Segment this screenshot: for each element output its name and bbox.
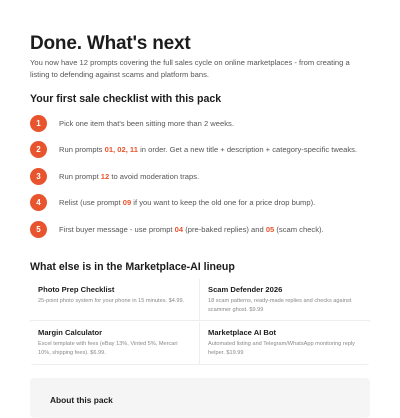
card-title: Margin Calculator xyxy=(38,328,103,337)
step-text xyxy=(59,198,315,207)
step-text-segment: (scam check). xyxy=(274,224,324,234)
intro-text: You now have 12 prompts covering the full sales cycle on online marketplaces - from creating a listing to defending against scams and platform bans. xyxy=(30,58,350,79)
checklist-heading: Your first sale checklist with this pack xyxy=(30,93,222,105)
step-text-segment: Pick one item that's been sitting more than 2 weeks. xyxy=(59,118,234,128)
card-title: Photo Prep Checklist xyxy=(38,285,115,294)
step-number-badge: 5 xyxy=(30,221,47,238)
prompt-reference: 09 xyxy=(122,198,132,208)
step-text-segment: First buyer message - use prompt xyxy=(59,224,175,234)
checklist-step xyxy=(30,190,370,217)
step-text-segment: (pre-baked replies) and xyxy=(183,224,266,234)
step-text-segment: if you want to keep the old one for a price drop bump). xyxy=(131,198,316,208)
step-number-badge: 4 xyxy=(30,194,47,211)
lineup-heading: What else is in the Marketplace-AI lineup xyxy=(30,261,235,273)
card-title: Marketplace AI Bot xyxy=(208,328,277,337)
step-text-segment: in order. Get a new title + description + category-specific tweaks. xyxy=(137,145,358,155)
page-title: Done. What's next xyxy=(30,33,191,54)
step-number-badge: 1 xyxy=(30,115,47,132)
step-text xyxy=(59,172,199,181)
step-text xyxy=(59,225,324,234)
prompt-reference: 04 xyxy=(174,224,184,234)
lineup-card-ai-bot[interactable] xyxy=(200,322,370,364)
step-text-segment: Relist (use prompt xyxy=(59,198,123,208)
prompt-reference: 01, 02, 11 xyxy=(104,145,138,155)
step-text-segment: Run prompt xyxy=(59,171,101,181)
checklist-step xyxy=(30,216,370,243)
lineup-card-scam-defender[interactable] xyxy=(200,279,370,321)
lineup-card-photo-prep[interactable] xyxy=(30,279,200,321)
step-number-badge: 2 xyxy=(30,141,47,158)
step-text xyxy=(59,119,234,128)
checklist-step xyxy=(30,163,370,190)
step-number-badge: 3 xyxy=(30,168,47,185)
card-description: 25-point photo system for your phone in 15 minutes. $4.99. xyxy=(38,298,185,304)
card-description: Excel template with fees (eBay 13%, Vinted 5%, Mercari 10%, shipping fees). $6.99. xyxy=(38,341,178,356)
about-heading: About this pack xyxy=(50,395,113,405)
lineup-card-margin-calculator[interactable] xyxy=(30,322,200,364)
prompt-reference: 12 xyxy=(100,171,110,181)
checklist xyxy=(30,110,370,243)
step-text-segment: Run prompts xyxy=(59,145,105,155)
step-text xyxy=(59,145,357,154)
checklist-step xyxy=(30,110,370,137)
about-panel xyxy=(30,378,370,418)
card-description: Automated listing and Telegram/WhatsApp monitoring reply helper. $19.99 xyxy=(208,341,355,356)
checklist-step xyxy=(30,137,370,164)
card-title: Scam Defender 2026 xyxy=(208,285,283,294)
card-description: 18 scam patterns, ready-made replies and checks against scammer ghost. $9.99 xyxy=(208,298,352,313)
lineup-grid xyxy=(30,279,370,364)
step-text-segment: to avoid moderation traps. xyxy=(109,171,200,181)
prompt-reference: 05 xyxy=(265,224,275,234)
